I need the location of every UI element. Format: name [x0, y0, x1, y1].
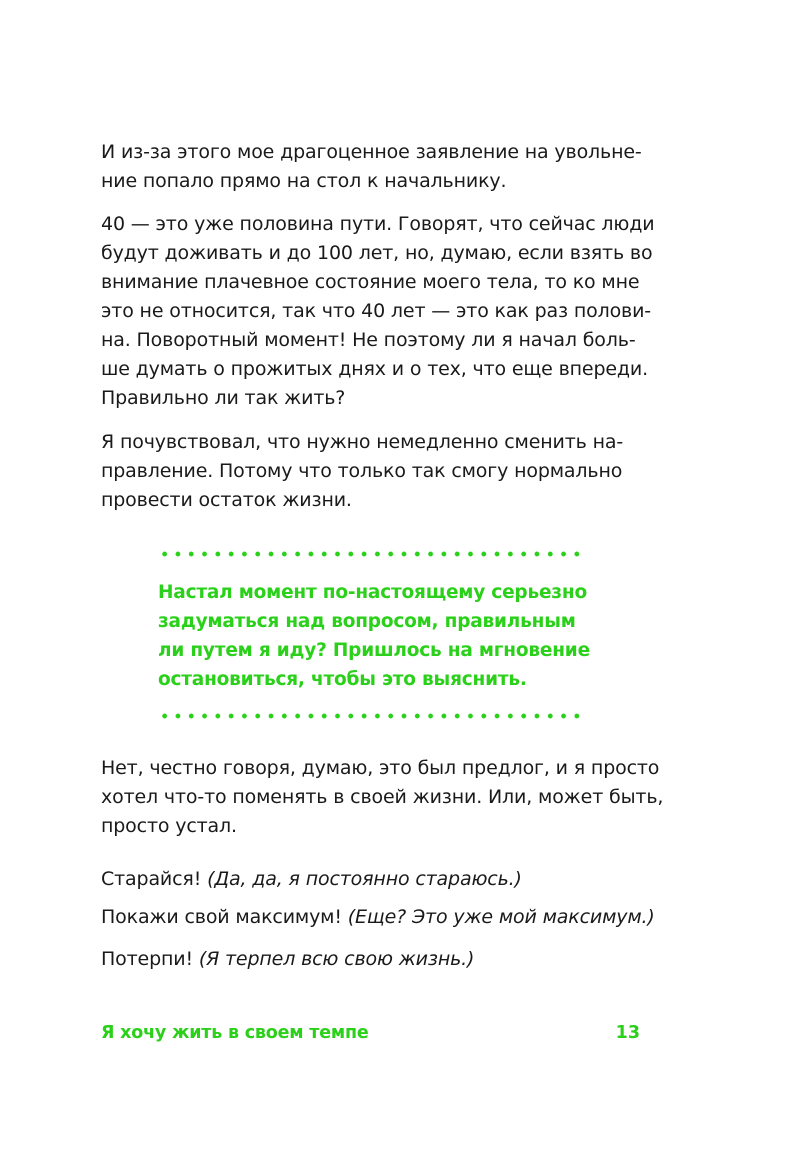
pull-quote-line: задуматься над вопросом, правильным — [158, 611, 576, 632]
dialogue-line-2 — [101, 903, 655, 932]
dialogue-line-3 — [101, 945, 474, 974]
paragraph-1 — [101, 138, 641, 196]
pull-quote — [158, 578, 588, 694]
dialogue-line-1 — [101, 865, 522, 894]
pull-quote-line: остановиться, чтобы это выяснить. — [158, 669, 527, 690]
paragraph-line: будут доживать и до 100 лет, но, думаю, если взять во — [101, 242, 653, 264]
dialogue-phrase: Потерпи! — [101, 948, 199, 970]
paragraph-line: И из-за этого мое драгоценное заявление на увольне- — [101, 141, 642, 163]
paragraph-line: внимание плачевное состояние моего тела, то ко мне — [101, 271, 640, 293]
paragraph-line: 40 — это уже половина пути. Говорят, что сейчас люди — [101, 213, 655, 235]
paragraph-2 — [101, 210, 655, 413]
paragraph-line: правление. Потому что только так смогу нормально — [101, 460, 623, 482]
callout-dotted-divider-bottom — [158, 713, 582, 719]
pull-quote-line: ли путем я иду? Пришлось на мгновение — [158, 640, 590, 661]
paragraph-line: это не относится, так что 40 лет — это как раз полови- — [101, 300, 652, 322]
paragraph-line: ние попало прямо на стол к начальнику. — [101, 170, 507, 192]
paragraph-line: провести остаток жизни. — [101, 489, 352, 511]
paragraph-3 — [101, 428, 641, 515]
paragraph-line: хотел что-то поменять в своей жизни. Или, может быть, — [101, 786, 664, 808]
callout-dotted-divider-top — [158, 551, 582, 557]
page-number: 13 — [615, 1023, 640, 1043]
dialogue-aside: (Да, да, я постоянно стараюсь.) — [207, 868, 522, 890]
pull-quote-line: Настал момент по-настоящему серьезно — [158, 582, 587, 603]
dialogue-phrase: Покажи свой максимум! — [101, 906, 348, 928]
paragraph-line: на. Поворотный момент! Не поэтому ли я начал боль- — [101, 329, 636, 351]
paragraph-line: Правильно ли так жить? — [101, 387, 346, 409]
paragraph-line: просто устал. — [101, 815, 237, 837]
paragraph-line: Нет, честно говоря, думаю, это был предлог, и я просто — [101, 757, 660, 779]
dialogue-phrase: Старайся! — [101, 868, 208, 890]
paragraph-line: ше думать о прожитых днях и о тех, что еще впереди. — [101, 358, 648, 380]
running-footer-title: Я хочу жить в своем темпе — [101, 1023, 369, 1043]
paragraph-4 — [101, 754, 664, 841]
dialogue-aside: (Я терпел всю свою жизнь.) — [198, 948, 475, 970]
dialogue-aside: (Еще? Это уже мой максимум.) — [347, 906, 655, 928]
paragraph-line: Я почувствовал, что нужно немедленно сменить на- — [101, 431, 624, 453]
